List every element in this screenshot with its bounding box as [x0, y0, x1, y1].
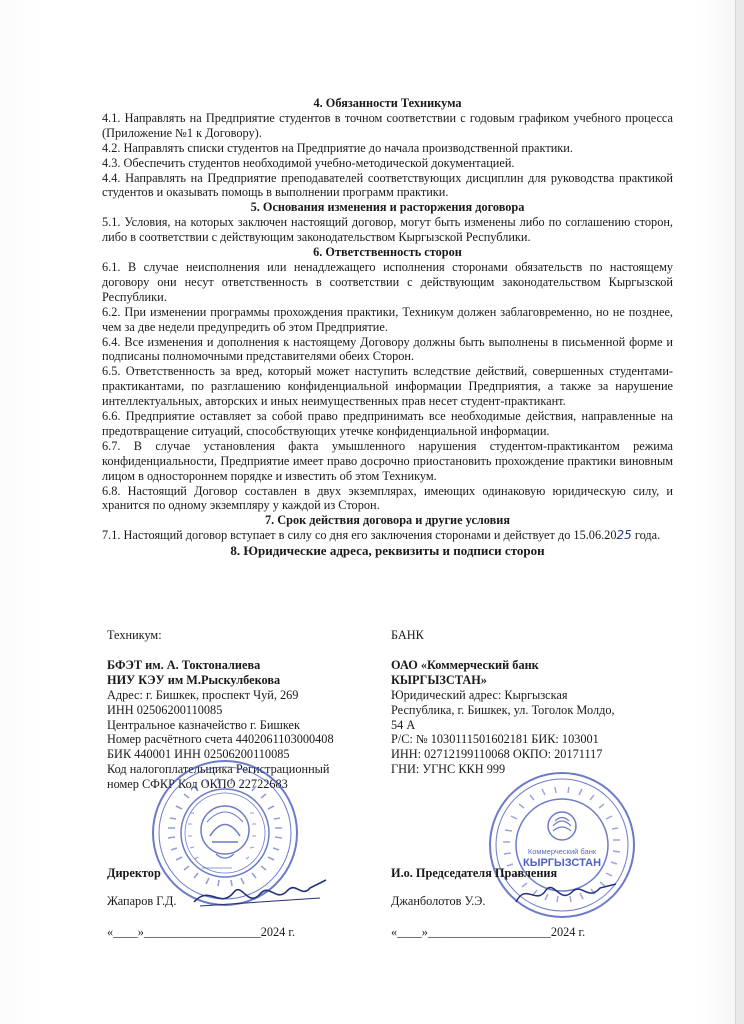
bank-line: 54 А — [391, 717, 416, 732]
technikum-signature — [190, 874, 330, 914]
bank-date-line: «____»____________________2024 г. — [391, 925, 586, 939]
bank-line: ИНН: 02712199110068 ОКПО: 20171117 — [391, 747, 603, 762]
technikum-line: ИНН 02506200110085 — [107, 702, 223, 717]
clause-6-7: 6.7. В случае установления факта умышленного нарушения студентом-практикантом режима конфиденциальности, Предприятие имеет право досрочно приостановить прохождение практики виновным лицом в одностороннем порядке и известить об этом Техникум. — [102, 438, 673, 483]
section-5-title: 5. Основания изменения и расторжения договора — [250, 200, 525, 215]
bank-signer-title: И.о. Председателя Правления — [391, 866, 558, 880]
bank-seal-text-1: Коммерческий банк — [527, 847, 597, 856]
clause-6-1: 6.1. В случае неисполнения или ненадлежащего исполнения сторонами обязательств по настоящему договору они несут ответственность в соответствии с действующим законодательством Кыргызской Республики. — [102, 259, 673, 304]
technikum-signer-title: Директор — [107, 866, 161, 880]
bank-seal-text-2: КЫРГЫЗСТАН — [522, 857, 602, 869]
clause-6-2: 6.2. При изменении программы прохождения практики, Техникум должен заблаговременно, но не позднее, чем за две недели предупредить об этом Предприятие. — [102, 304, 673, 334]
technikum-signer-name: Жапаров Г.Д. — [107, 894, 177, 908]
clause-4-2: 4.2. Направлять списки студентов на Предприятие до начала производственной практики. — [102, 140, 573, 155]
handwritten-year: 25 — [616, 528, 632, 543]
technikum-line: Номер расчётного счета 4402061103000408 — [107, 732, 334, 747]
bank-heading: БАНК — [391, 628, 424, 642]
technikum-line: Центральное казначейство г. Бишкек — [107, 717, 300, 732]
bank-line: Республика, г. Бишкек, ул. Тоголок Молдо, — [391, 702, 615, 717]
technikum-name-2: НИУ КЭУ им М.Рыскулбекова — [107, 672, 281, 687]
clause-6-4: 6.4. Все изменения и дополнения к настоящему Договору должны быть выполнены в письменной форме и подписаны полномочными представителями обеих Сторон. — [102, 334, 673, 364]
clause-6-5: 6.5. Ответственность за вред, который может наступить вследствие действий, совершенных студентами-практикантами, по разглашению конфиденциальной информации Предприятия, а также за нарушение интеллектуальных, авторских и иных неимущественных прав несет студент-практикант. — [102, 364, 673, 409]
bank-line: Юридический адрес: Кыргызская — [391, 687, 568, 702]
section-6-title: 6. Ответственность сторон — [313, 245, 462, 260]
page-edge — [735, 0, 744, 1024]
clause-4-3: 4.3. Обеспечить студентов необходимой учебно-методической документацией. — [102, 155, 515, 170]
clause-4-1: 4.1. Направлять на Предприятие студентов в точном соответствии с годовым графиком учебного процесса (Приложение №1 к Договору). — [102, 110, 673, 140]
clause-5-1: 5.1. Условия, на которых заключен настоящий договор, могут быть изменены либо по соглашению сторон, либо в соответствии с действующим законодательством Кыргызской Республики. — [102, 215, 673, 245]
contract-body — [102, 96, 673, 559]
clause-7-1 — [102, 528, 673, 543]
technikum-name-1: БФЭТ им. А. Токтоналиева — [107, 657, 261, 672]
section-8-title: 8. Юридические адреса, реквизиты и подписи сторон — [230, 543, 545, 559]
technikum-date-line: «____»___________________2024 г. — [107, 925, 296, 939]
bank-name-1: ОАО «Коммерческий банк — [391, 657, 539, 672]
bank-signature — [512, 876, 622, 912]
clause-6-6: 6.6. Предприятие оставляет за собой право предпринимать все необходимые действия, направленные на предотвращение ситуаций, способствующих утечке конфиденциальной информации. — [102, 409, 673, 438]
technikum-line: Код налогоплательщика Регистрационный — [107, 762, 330, 777]
bank-line: Р/С: № 1030111501602181 БИК: 103001 — [391, 732, 599, 747]
clause-7-1-suffix: года. — [634, 528, 661, 543]
section-4-title: 4. Обязанности Техникума — [313, 96, 462, 110]
clause-7-1-text: 7.1. Настоящий договор вступает в силу со дня его заключения сторонами и действует до 15.06.20 — [102, 528, 617, 543]
technikum-line: Адрес: г. Бишкек, проспект Чуй, 269 — [107, 687, 299, 702]
bank-details — [391, 628, 681, 777]
bank-name-2: КЫРГЫЗСТАН» — [391, 672, 487, 687]
bank-signer-name: Джанболотов У.Э. — [391, 894, 486, 908]
bank-line: ГНИ: УГНС ККН 999 — [391, 762, 506, 777]
section-7-title: 7. Срок действия договора и другие условия — [264, 513, 511, 528]
clause-4-4: 4.4. Направлять на Предприятие преподавателей соответствующих дисциплин для руководства практикой студентов и оказывать помощь в выполнении программ практики. — [102, 170, 673, 200]
technikum-line: БИК 440001 ИНН 02506200110085 — [107, 747, 290, 762]
clause-6-8: 6.8. Настоящий Договор составлен в двух экземплярах, имеющих одинаковую юридическую силу, и хранится по одному экземпляру у каждой из Сторон. — [102, 483, 673, 513]
technikum-line: номер СФКР Код ОКПО 22722683 — [107, 777, 288, 792]
technikum-heading: Техникум: — [107, 628, 162, 642]
